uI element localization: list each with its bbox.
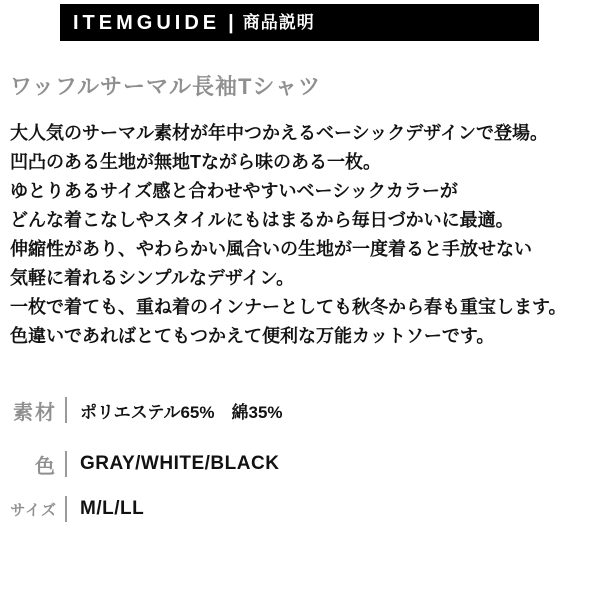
description-line: どんな着こなしやスタイルにもはまるから毎日づかいに最適。 xyxy=(10,210,514,230)
item-guide-header-bar xyxy=(60,4,539,41)
product-title: ワッフルサーマル長袖Tシャツ xyxy=(10,74,322,99)
spec-row-color xyxy=(10,449,279,479)
material-label: 素材 xyxy=(13,401,57,424)
spec-row-size xyxy=(10,494,144,524)
description-line: 色違いであればとてもつかえて便利な万能カットソーです。 xyxy=(10,326,495,346)
description-line: 気軽に着れるシンプルなデザイン。 xyxy=(10,268,295,288)
vertical-divider xyxy=(65,496,67,522)
size-value: M/L/LL xyxy=(80,498,145,519)
material-value: ポリエステル65% 綿35% xyxy=(80,402,283,422)
item-guide-brand-label: ITEMGUIDE xyxy=(73,11,221,34)
color-label: 色 xyxy=(35,455,57,478)
vertical-divider xyxy=(65,397,67,423)
vertical-divider xyxy=(65,451,67,477)
description-line: ゆとりあるサイズ感と合わせやすいベーシックカラーが xyxy=(10,181,458,201)
spec-row-material xyxy=(10,395,283,425)
product-description-text xyxy=(10,119,567,351)
description-line: 凹凸のある生地が無地Tながら味のある一枚。 xyxy=(10,152,381,172)
description-line: 大人気のサーマル素材が年中つかえるベーシックデザインで登場。 xyxy=(10,123,549,143)
description-line: 伸縮性があり、やわらかい風合いの生地が一度着ると手放せない xyxy=(10,239,532,259)
header-pipe-separator: | xyxy=(228,11,234,34)
description-line: 一枚で着ても、重ね着のインナーとしても秋冬から春も重宝します。 xyxy=(10,297,567,317)
product-description-heading: 商品説明 xyxy=(242,13,315,32)
size-label: サイズ xyxy=(10,501,57,519)
color-value: GRAY/WHITE/BLACK xyxy=(80,453,280,474)
